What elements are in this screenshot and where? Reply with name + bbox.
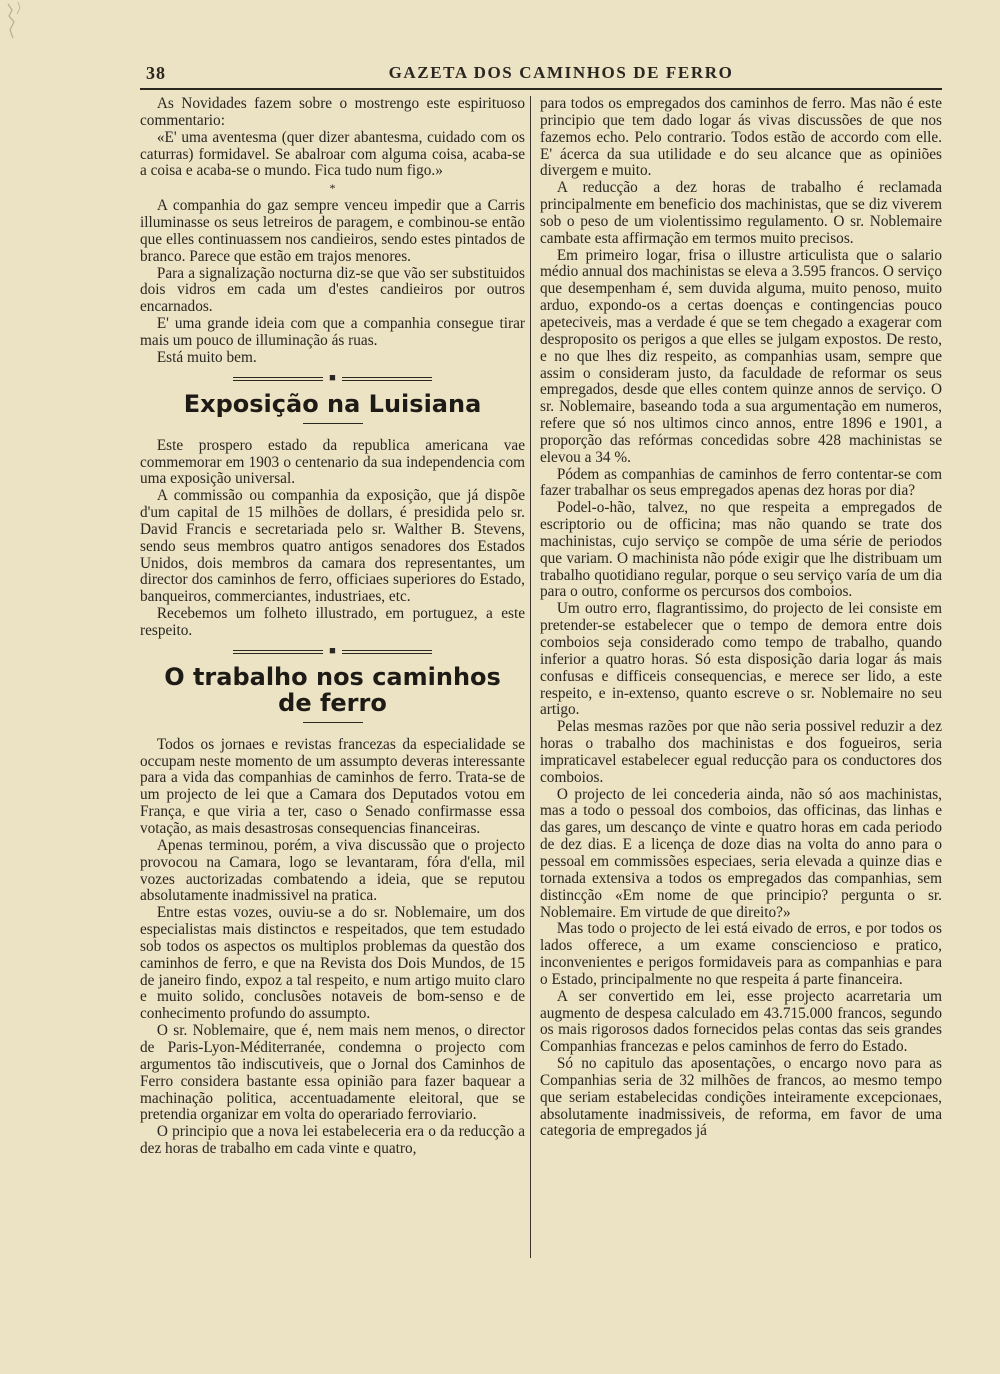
paragraph: A reducção a dez horas de trabalho é reclamada principalmente em beneficio dos machinistas, que se diz viverem sob o peso de um violentissimo regulamento. O sr. Noblemaire cambate esta affirmação em termos muito precisos. [540, 179, 942, 247]
locomotive-icon: ■ [329, 645, 336, 658]
paragraph: Recebemos um folheto illustrado, em portuguez, a este respeito. [140, 605, 525, 639]
right-column [540, 96, 942, 1140]
ornament-line [342, 377, 432, 381]
page-number: 38 [146, 63, 166, 83]
paragraph: E' uma grande ideia com que a companhia consegue tirar mais um pouco de illuminação ás ruas. [140, 315, 525, 349]
header-rule [140, 88, 942, 90]
paragraph: Este prospero estado da republica americana vae commemorar em 1903 o centenario da sua independencia com uma exposição universal. [140, 436, 525, 488]
title-underline [303, 722, 363, 723]
paragraph: O sr. Noblemaire, que é, nem mais nem menos, o director de Paris-Lyon-Méditerranée, condemna o projecto com argumentos tão indiscutiveis, que o Jornal dos Caminhos de Ferro considera bastante essa opinião para fazer baquear a machinação politica, accentuadamente eleitoral, que se pretendia organizar em volta do operariado ferroviario. [140, 1022, 525, 1124]
ornament-line [233, 377, 323, 381]
column-divider [530, 96, 531, 1258]
paragraph: Para a signalização nocturna diz-se que vão ser substituidos dois vidros em cada um d'estes candieiros por outros encarnados. [140, 264, 525, 316]
section-ornament [140, 646, 525, 658]
paragraph: para todos os empregados dos caminhos de ferro. Mas não é este principio que tem dado logar ás vivas discussões de que nos fazemos echo. Pelo contrario. Todos estão de accordo com elle. E' ácerca da sua utilidade e do seu alcance que as opiniões divergem e muito. [540, 95, 942, 180]
section-title-line: de ferro [278, 688, 387, 717]
section-ornament [140, 373, 525, 385]
paragraph: Um outro erro, flagrantissimo, do projecto de lei consiste em pretender-se estabelecer que o tempo de demora entre dois comboios seja considerado como tempo de trabalho, quando inferior a quatro horas. Só esta disposição daria logar ás mais confusas e difficeis consequencias, e merece ser lido, a este respeito, e in-extenso, quanto escreve o sr. Noblemaire no seu artigo. [540, 600, 942, 719]
page-header [140, 63, 942, 85]
left-column [140, 96, 525, 1158]
page-stain-mark [0, 0, 40, 60]
paragraph: Podel-o-hão, talvez, no que respeita a empregados de escriptorio ou de officina; mas não quando se trate dos machinistas, cujo serviço se compõe de uma série de periodos que variam. O machinista não póde exigir que lhe distribuam um trabalho quotidiano regular, porque o seu serviço varía de um dia para o outro, conforme os percursos dos comboios. [540, 499, 942, 601]
separator-star: * [329, 181, 336, 196]
section-title-exposicao: Exposição na Luisiana [183, 389, 482, 418]
paragraph: Entre estas vozes, ouviu-se a do sr. Noblemaire, um dos especialistas mais distinctos e respeitados, que tem estudado sob todos os aspectos os multiplos problemas da questão dos caminhos de ferro, e que na Revista dos Dois Mundos, de 15 de janeiro findo, expoz a tal respeito, e num artigo muito claro e muito solido, conclusões notaveis de bom-senso e de conhecimento profundo do assumpto. [140, 904, 525, 1023]
paragraph: A companhia do gaz sempre venceu impedir que a Carris illuminasse os seus letreiros de paragem, e combinou-se então que elles continuassem nos candieiros, sendo estes pintados de branco. Parece que estão em trajos menores. [140, 197, 525, 265]
paragraph: Todos os jornaes e revistas francezas da especialidade se occupam neste momento de um assumpto deveras interessante para a vida das companhias de caminhos de ferro. Trata-se de um projecto de lei que a Camara dos Deputados votou em França, e que viria a ter, caso o Senado confirmasse essa votação, as mais desastrosas consequencias financeiras. [140, 735, 525, 837]
title-underline [303, 423, 363, 424]
paragraph: Pódem as companhias de caminhos de ferro contentar-se com fazer trabalhar os seus empregados apenas dez horas por dia? [540, 465, 942, 500]
paragraph: O principio que a nova lei estabeleceria era o da reducção a dez horas de trabalho em cada vinte e quatro, [140, 1123, 525, 1158]
paragraph: Pelas mesmas razões por que não seria possivel reduzir a dez horas o trabalho dos machinistas e dos fogueiros, seria impraticavel estabelecer egual reducção para os conductores dos comboios. [540, 718, 942, 786]
paragraph: A commissão ou companhia da exposição, que já dispõe d'um capital de 15 milhões de dollars, é presidida pelo sr. David Francis e secretariada pelo sr. Walther B. Stevens, sendo seus membros quatro antigos senadores dos Estados Unidos, dois membros da camara dos representantes, um director dos caminhos de ferro, officiaes superiores do Estado, banqueiros, commerciantes, industriaes, etc. [140, 487, 525, 606]
locomotive-icon: ■ [329, 372, 336, 385]
paragraph: Em primeiro logar, frisa o illustre articulista que o salario médio annual dos machinistas se eleva a 3.595 francos. O serviço que desempenham é, sem duvida alguma, muito penoso, muito arduo, expondo-os a certas doenças e contingencias pouco apeteciveis, mas a verdade é que se tem chegado a exagerar com desproposito os perigos a que elles se julgam expostos. De resto, e no que lhes diz respeito, as companhias usam, sempre que assim o consideram justo, da faculdade de reformar os seus empregados, desde que elles contem quinze annos de serviço. O sr. Noblemaire, baseando toda a sua argumentação em numeros, refere que só nos ultimos cinco annos, entre 1896 e 1901, a proporção das refórmas concedidas sobre 428 machinistas se elevou a 34 %. [540, 246, 942, 466]
paragraph: Está muito bem. [156, 348, 257, 366]
paragraph: A ser convertido em lei, esse projecto acarretaria um augmento de despesa calculado em 43.715.000 francos, segundo os mais rigorosos dados fornecidos pelas contas das seis grandes Companhias francezas e pelos caminhos de ferro do Estado. [540, 987, 942, 1056]
ornament-line [233, 650, 323, 654]
paragraph: Mas todo o projecto de lei está eivado de erros, e por todos os lados offerece, a um exame consciencioso e pratico, inconvenientes e perigos formidaveis para as companhias e para o Estado, principalmente no que respeita á parte financeira. [540, 920, 942, 988]
journal-title: GAZETA DOS CAMINHOS DE FERRO [388, 63, 734, 82]
paragraph: «E' uma aventesma (quer dizer abantesma, cuidado com os caturras) formidavel. Se abalroar com alguma coisa, acaba-se a coisa e acaba-se o mundo. Fica tudo num figo.» [140, 128, 525, 180]
ornament-line [342, 650, 432, 654]
paragraph: O projecto de lei concederia ainda, não só aos machinistas, mas a todo o pessoal dos comboios, das officinas, das linhas e das gares, um descanço de vinte e quatro horas em cada periodo de dez dias. E a licença de doze dias na volta do anno para o pessoal em commissões especiaes, seria elevada a quinze dias e tornada extensiva a todos os empregados das companhias, sem distincção «Em nome de que principio? pergunta o sr. Noblemaire. Em virtude de que direito?» [540, 785, 942, 921]
paragraph: Apenas terminou, porém, a viva discussão que o projecto provocou na Camara, logo se levantaram, fóra d'ella, mil vozes auctorizadas combatendo a ideia, que se reputou absolutamente inadmissivel na pratica. [140, 836, 525, 905]
paragraph: As Novidades fazem sobre o mostrengo este espirituoso commentario: [140, 95, 525, 129]
paragraph: Só no capitulo das aposentações, o encargo novo para as Companhias seria de 32 milhões de francos, ao mesmo tempo que seriam estabelecidas condições inteiramente excepcionaes, absolutamente inadmissiveis, de reforma, em favor de uma categoria de empregados já [540, 1055, 942, 1140]
section-title-trabalho [140, 664, 525, 716]
section-title-line: O trabalho nos caminhos [164, 662, 501, 691]
